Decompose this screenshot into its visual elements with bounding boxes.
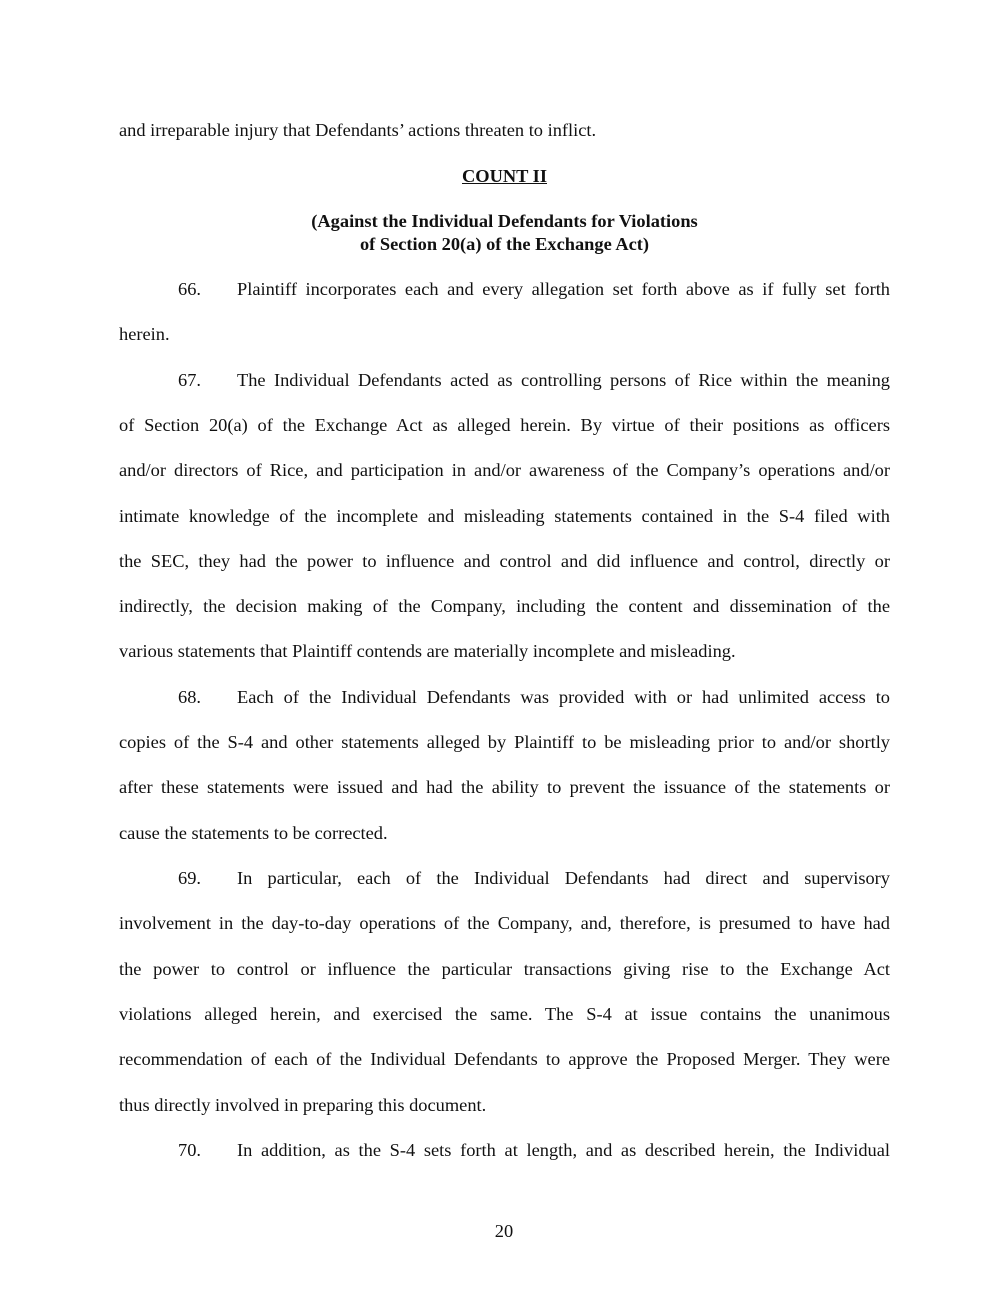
paragraph-69-line: recommendation of each of the Individual Defendants to approve the Proposed Merger. They were bbox=[119, 1049, 890, 1069]
subheading-line-1: (Against the Individual Defendants for Violations bbox=[311, 211, 698, 231]
paragraph-66-first-line bbox=[178, 277, 890, 301]
paragraph-text: Each of the Individual Defendants was provided with or had unlimited access to bbox=[237, 687, 890, 707]
paragraph-67-line: intimate knowledge of the incomplete and misleading statements contained in the S-4 filed with bbox=[119, 506, 890, 526]
paragraph-69-line: violations alleged herein, and exercised the same. The S-4 at issue contains the unanimous bbox=[119, 1004, 890, 1024]
paragraph-text: In addition, as the S-4 sets forth at length, and as described herein, the Individual bbox=[237, 1140, 890, 1160]
paragraph-text: Plaintiff incorporates each and every allegation set forth above as if fully set forth bbox=[237, 279, 890, 299]
paragraph-69-line: the power to control or influence the particular transactions giving rise to the Exchange Act bbox=[119, 959, 890, 979]
carryover-line: and irreparable injury that Defendants’ actions threaten to inflict. bbox=[119, 120, 597, 140]
paragraph-68-line: cause the statements to be corrected. bbox=[119, 823, 388, 843]
paragraph-69-line: thus directly involved in preparing this document. bbox=[119, 1095, 487, 1115]
paragraph-68-line: after these statements were issued and had the ability to prevent the issuance of the statements or bbox=[119, 777, 890, 797]
paragraph-number: 66. bbox=[178, 279, 201, 299]
subheading-line-2: of Section 20(a) of the Exchange Act) bbox=[359, 234, 650, 254]
paragraph-number: 69. bbox=[178, 868, 201, 888]
paragraph-67-line: indirectly, the decision making of the Company, including the content and dissemination of the bbox=[119, 596, 890, 616]
paragraph-68-line: copies of the S-4 and other statements alleged by Plaintiff to be misleading prior to and/or shortly bbox=[119, 732, 890, 752]
paragraph-67-line: of Section 20(a) of the Exchange Act as alleged herein. By virtue of their positions as officers bbox=[119, 415, 890, 435]
paragraph-text: In particular, each of the Individual Defendants had direct and supervisory bbox=[237, 868, 890, 888]
paragraph-67-line: the SEC, they had the power to influence and control and did influence and control, directly or bbox=[119, 551, 890, 571]
paragraph-number: 70. bbox=[178, 1140, 201, 1160]
paragraph-67-line: and/or directors of Rice, and participation in and/or awareness of the Company’s operations and/or bbox=[119, 460, 890, 480]
paragraph-69-first-line bbox=[178, 866, 890, 890]
count-heading-text: COUNT II bbox=[462, 166, 547, 186]
paragraph-number: 68. bbox=[178, 687, 201, 707]
paragraph-67-line: various statements that Plaintiff contends are materially incomplete and misleading. bbox=[119, 641, 736, 661]
paragraph-number: 67. bbox=[178, 370, 201, 390]
paragraph-66-line: herein. bbox=[119, 324, 170, 344]
page-number: 20 bbox=[494, 1221, 514, 1241]
paragraph-70-first-line bbox=[178, 1138, 890, 1162]
paragraph-69-line: involvement in the day-to-day operations of the Company, and, therefore, is presumed to have had bbox=[119, 913, 890, 933]
paragraph-text: The Individual Defendants acted as controlling persons of Rice within the meaning bbox=[237, 370, 890, 390]
paragraph-68-first-line bbox=[178, 685, 890, 709]
paragraph-67-first-line bbox=[178, 368, 890, 392]
count-heading bbox=[119, 164, 890, 188]
